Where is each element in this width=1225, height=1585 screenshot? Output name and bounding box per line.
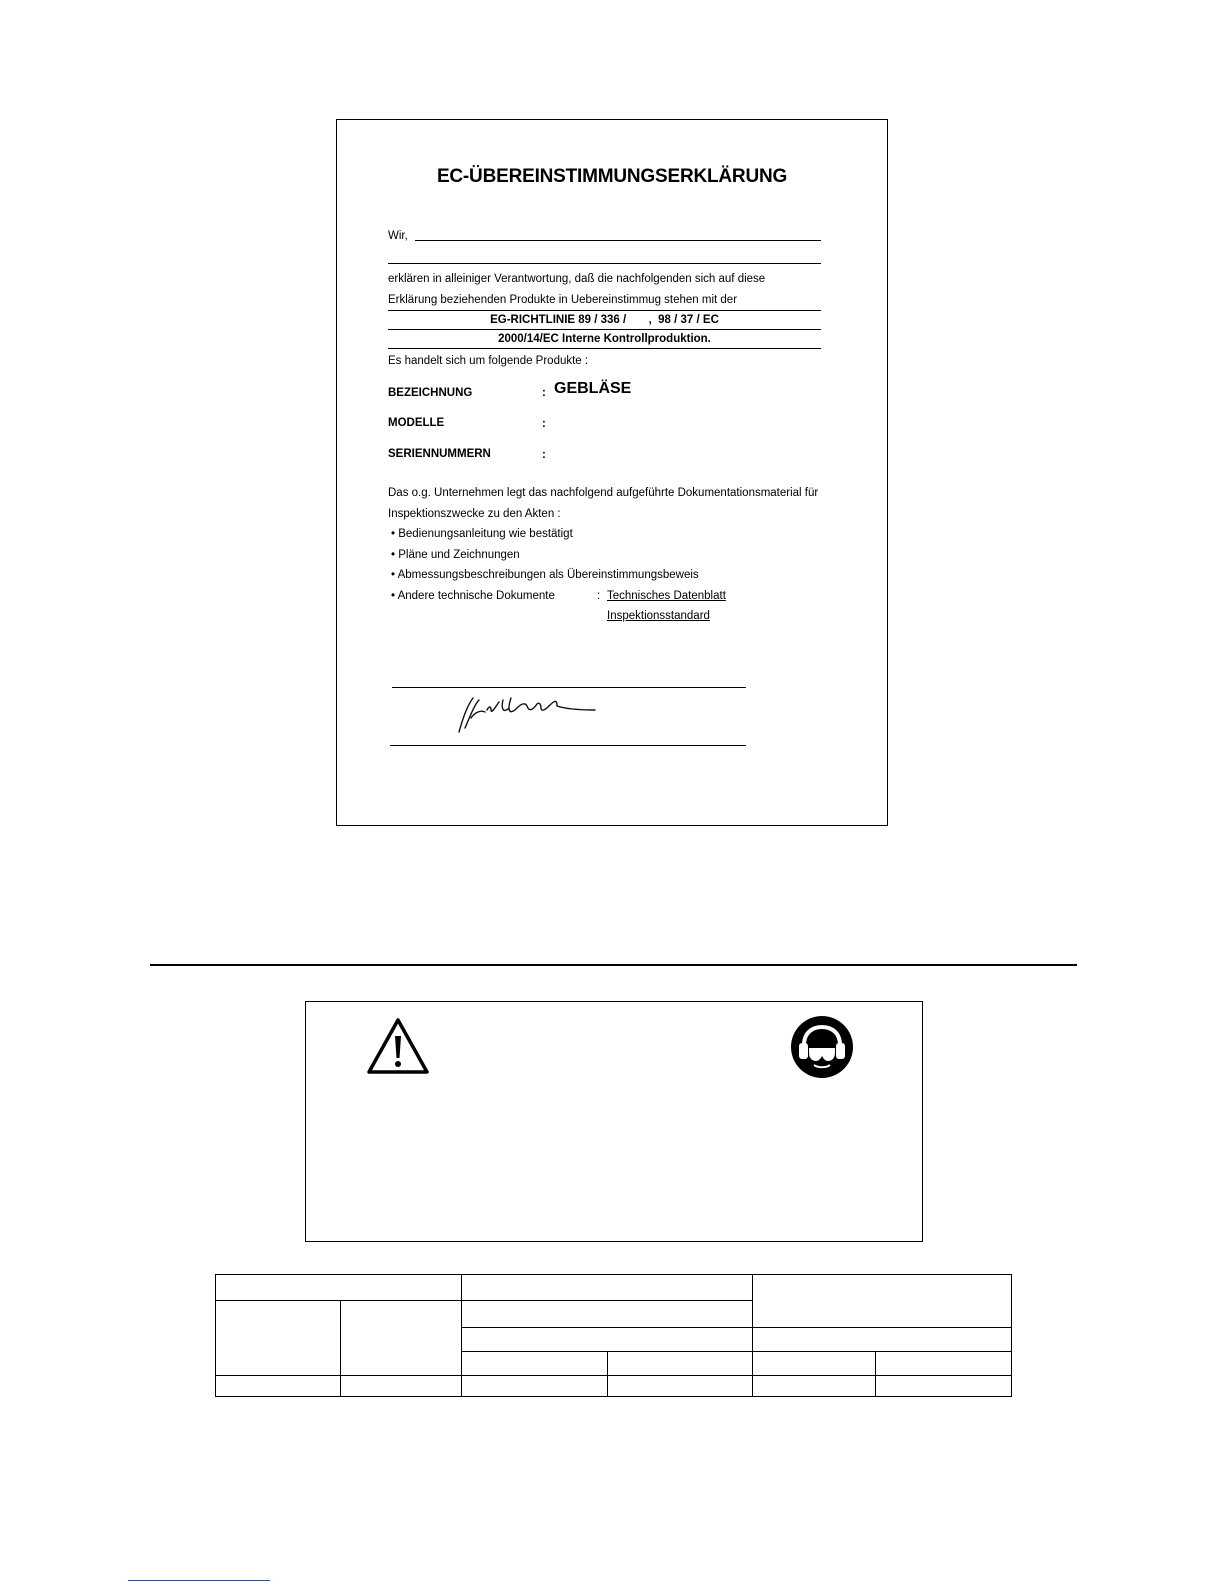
document-bullet: • Andere technische Dokumente <box>391 590 555 602</box>
directive-line-1: EG-RICHTLINIE 89 / 336 / , 98 / 37 / EC <box>490 314 719 326</box>
footer-link-underline <box>128 1580 270 1581</box>
documents-text-2: Inspektionszwecke zu den Akten : <box>388 508 561 520</box>
warning-triangle-icon <box>365 1016 431 1076</box>
table-cell <box>461 1327 753 1352</box>
document-bullet: • Pläne und Zeichnungen <box>391 549 520 561</box>
field-colon: : <box>542 387 546 399</box>
table-cell <box>752 1375 876 1397</box>
table-cell <box>752 1351 876 1376</box>
directive-line-2: 2000/14/EC Interne Kontrollproduktion. <box>498 333 711 345</box>
wir-label: Wir, <box>388 230 408 242</box>
table-cell <box>340 1375 462 1397</box>
directive-rule-mid <box>388 329 821 330</box>
specification-table <box>215 1274 1012 1397</box>
field-colon: : <box>542 418 546 430</box>
section-separator <box>150 964 1077 966</box>
table-cell <box>215 1300 341 1376</box>
field-colon: : <box>542 449 546 461</box>
table-cell <box>461 1300 753 1328</box>
table-cell <box>875 1375 1012 1397</box>
directive-rule-top <box>388 310 821 311</box>
table-cell <box>215 1375 341 1397</box>
products-intro: Es handelt sich um folgende Produkte : <box>388 355 589 367</box>
declaration-text-1: erklären in alleiniger Verantwortung, daß die nachfolgenden sich auf diese <box>388 273 766 285</box>
table-cell <box>752 1274 1012 1328</box>
declaration-card <box>336 119 888 826</box>
table-cell <box>752 1327 1012 1352</box>
field-label-seriennummern: SERIENNUMMERN <box>388 448 491 460</box>
table-cell <box>461 1375 608 1397</box>
table-cell <box>607 1375 753 1397</box>
table-cell <box>340 1300 462 1376</box>
company-line-2 <box>388 263 821 264</box>
ear-eye-protection-icon <box>790 1015 854 1079</box>
other-doc-inspection-standard: Inspektionsstandard <box>607 610 710 622</box>
documents-text-1: Das o.g. Unternehmen legt das nachfolgend aufgeführte Dokumentationsmaterial für <box>388 487 819 499</box>
safety-warning-box <box>305 1001 923 1242</box>
declaration-text-2: Erklärung beziehenden Produkte in Uebereinstimmug stehen mit der <box>388 294 738 306</box>
other-doc-datasheet: Technisches Datenblatt <box>607 590 726 602</box>
document-bullet: • Abmessungsbeschreibungen als Übereinstimmungsbeweis <box>391 569 699 581</box>
declaration-title: EC-ÜBEREINSTIMMUNGSERKLÄRUNG <box>436 166 788 187</box>
other-docs-colon: : <box>597 590 601 602</box>
signature-line-bottom <box>390 745 746 746</box>
directive-rule-bottom <box>388 348 821 349</box>
table-cell <box>607 1351 753 1376</box>
field-label-modelle: MODELLE <box>388 417 445 429</box>
company-line <box>415 240 821 241</box>
table-cell <box>461 1274 753 1301</box>
document-bullet: • Bedienungsanleitung wie bestätigt <box>391 528 573 540</box>
table-cell <box>215 1274 462 1301</box>
table-cell <box>461 1351 608 1376</box>
signature <box>445 688 615 738</box>
table-cell <box>875 1351 1012 1376</box>
field-value-bezeichnung: GEBLÄSE <box>554 380 632 397</box>
field-label-bezeichnung: BEZEICHNUNG <box>388 387 473 399</box>
